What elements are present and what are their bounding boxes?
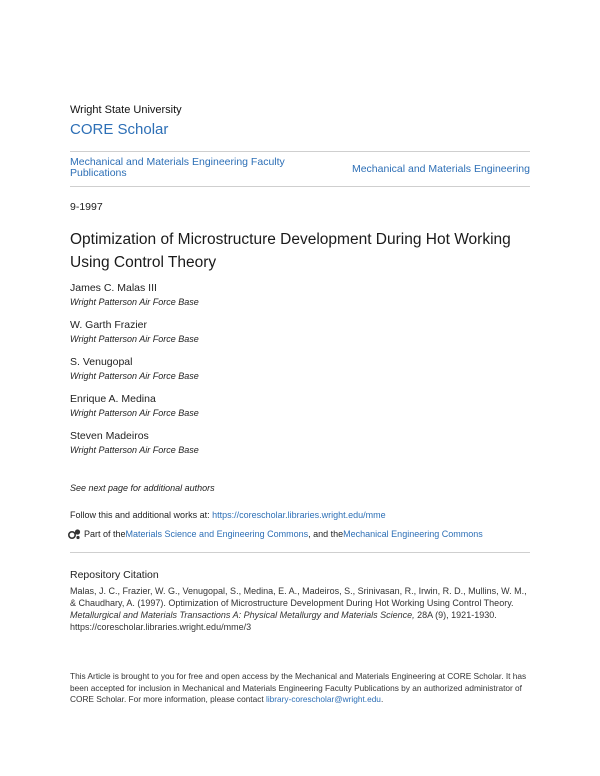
citation-volume: 28A (9), 1921-1930. xyxy=(414,610,497,620)
mechanical-commons-link[interactable]: Mechanical Engineering Commons xyxy=(343,529,483,539)
institution-name: Wright State University xyxy=(70,104,182,116)
citation-url: https://corescholar.libraries.wright.edu/mme/3 xyxy=(70,622,252,632)
citation-journal: Metallurgical and Materials Transactions A: Physical Metallurgy and Materials Science, xyxy=(70,610,415,620)
divider-bottom xyxy=(70,186,530,187)
author-affiliation: Wright Patterson Air Force Base xyxy=(70,297,199,307)
author-name: James C. Malas III xyxy=(70,282,157,294)
author-name: Enrique A. Medina xyxy=(70,393,156,405)
author-affiliation: Wright Patterson Air Force Base xyxy=(70,371,199,381)
access-statement-end: . xyxy=(380,694,384,704)
part-of-mid: , and the xyxy=(308,529,344,539)
materials-commons-link[interactable]: Materials Science and Engineering Commons xyxy=(125,529,309,539)
repository-link[interactable]: CORE Scholar xyxy=(70,121,169,138)
article-title: Optimization of Microstructure Development During Hot Working Using Control Theory xyxy=(70,231,511,271)
access-statement xyxy=(70,671,532,706)
author-name: S. Venugopal xyxy=(70,356,133,368)
author-affiliation: Wright Patterson Air Force Base xyxy=(70,408,199,418)
divider-citation xyxy=(70,552,530,553)
follow-text: Follow this and additional works at: xyxy=(70,510,213,520)
access-statement-text: This Article is brought to you for free and open access by the Mechanical and Materials Engineering at CORE Scholar. It has been accepted for inclusion in Mechanical and Materials Engineering Faculty Publications by an authorized administrator of CORE Scholar. For more information, please contact xyxy=(70,671,527,704)
citation-authors: Malas, J. C., Frazier, W. G., Venugopal, S., Medina, E. A., Madeiros, S., Srinivasan, R., Irwin, R. D., Mullins, W. M., & Chaudhary, A. (1997). Optimization of Microstructure Development During Hot Working Using Control Theory. xyxy=(70,586,527,608)
publication-date: 9-1997 xyxy=(70,201,103,213)
author-affiliation: Wright Patterson Air Force Base xyxy=(70,445,199,455)
part-of-prefix: Part of the xyxy=(84,529,126,539)
citation-text xyxy=(70,585,532,633)
author-name: Steven Madeiros xyxy=(70,430,149,442)
collection-faculty-publications-link[interactable]: Mechanical and Materials Engineering Faculty Publications xyxy=(70,156,285,179)
part-of-line xyxy=(68,528,483,540)
author-affiliation: Wright Patterson Air Force Base xyxy=(70,334,199,344)
follow-line xyxy=(70,510,386,520)
divider-top xyxy=(70,151,530,152)
author-name: W. Garth Frazier xyxy=(70,319,148,331)
collection-department-link[interactable]: Mechanical and Materials Engineering xyxy=(351,163,530,175)
network-icon xyxy=(68,528,82,540)
contact-email-link[interactable]: library-corescholar@wright.edu xyxy=(265,694,381,704)
follow-url-link[interactable]: https://corescholar.libraries.wright.edu/mme xyxy=(212,510,386,520)
citation-heading: Repository Citation xyxy=(70,569,159,581)
see-next-page-note: See next page for additional authors xyxy=(70,483,215,493)
